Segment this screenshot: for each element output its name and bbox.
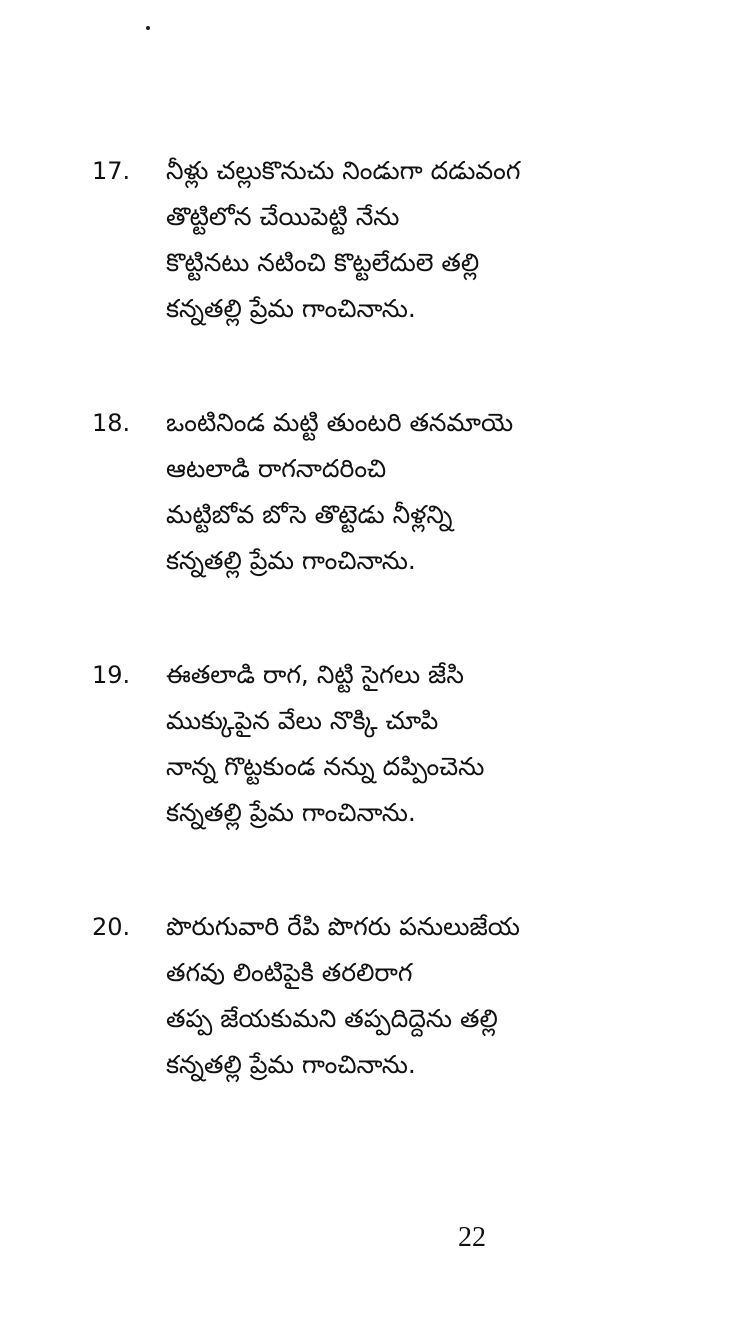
verse-lines	[166, 148, 520, 332]
verse-number: 19.	[92, 661, 131, 689]
verse-line: ఒంటినిండ మట్టి తుంటరి తనమాయె	[166, 408, 514, 437]
verse-line: కన్నతల్లి ప్రేమ గాంచినాను.	[166, 798, 416, 827]
verse-line: కన్నతల్లి ప్రేమ గాంచినాను.	[166, 1050, 416, 1079]
verse-number: 18.	[92, 409, 131, 437]
verse-line: పొరుగువారి రేపి పొగరు పనులుజేయ	[166, 912, 520, 941]
verse-line: తప్ప జేయకుమని తప్పదిద్దెను తల్లి	[166, 1004, 498, 1033]
verse-line: మట్టిబోవ బోసె తొట్టెడు నీళ్లన్ని	[166, 500, 453, 529]
ink-speck	[146, 26, 150, 30]
verse-line: నాన్న గొట్టకుండ నన్ను దప్పించెను	[166, 752, 485, 781]
verse-number: 17.	[92, 157, 131, 185]
verse-line: కొట్టినటు నటించి కొట్టలేదులె తల్లి	[166, 248, 480, 277]
verse-line: నీళ్లు చల్లుకొనుచు నిండుగా దడువంగ	[166, 156, 521, 185]
verse-lines	[166, 400, 513, 584]
verse-line: ముక్కుపైన వేలు నొక్కి చూపి	[166, 706, 439, 735]
verse-line: ఈతలాడి రాగ, నిట్టి సైగలు జేసి	[166, 660, 464, 689]
verse-lines	[166, 904, 520, 1088]
verse-line: తగవు లింటిపైకి తరలిరాగ	[166, 958, 413, 987]
verse-line: కన్నతల్లి ప్రేమ గాంచినాను.	[166, 294, 416, 323]
verse-line: కన్నతల్లి ప్రేమ గాంచినాను.	[166, 546, 416, 575]
verse-lines	[166, 652, 484, 836]
page-number: 22	[458, 1222, 486, 1253]
verse-line: తొట్టిలోన చేయిపెట్టి నేను	[166, 202, 400, 231]
verse-line: ఆటలాడి రాగనాదరించి	[166, 454, 387, 483]
verse-number: 20.	[92, 913, 131, 941]
